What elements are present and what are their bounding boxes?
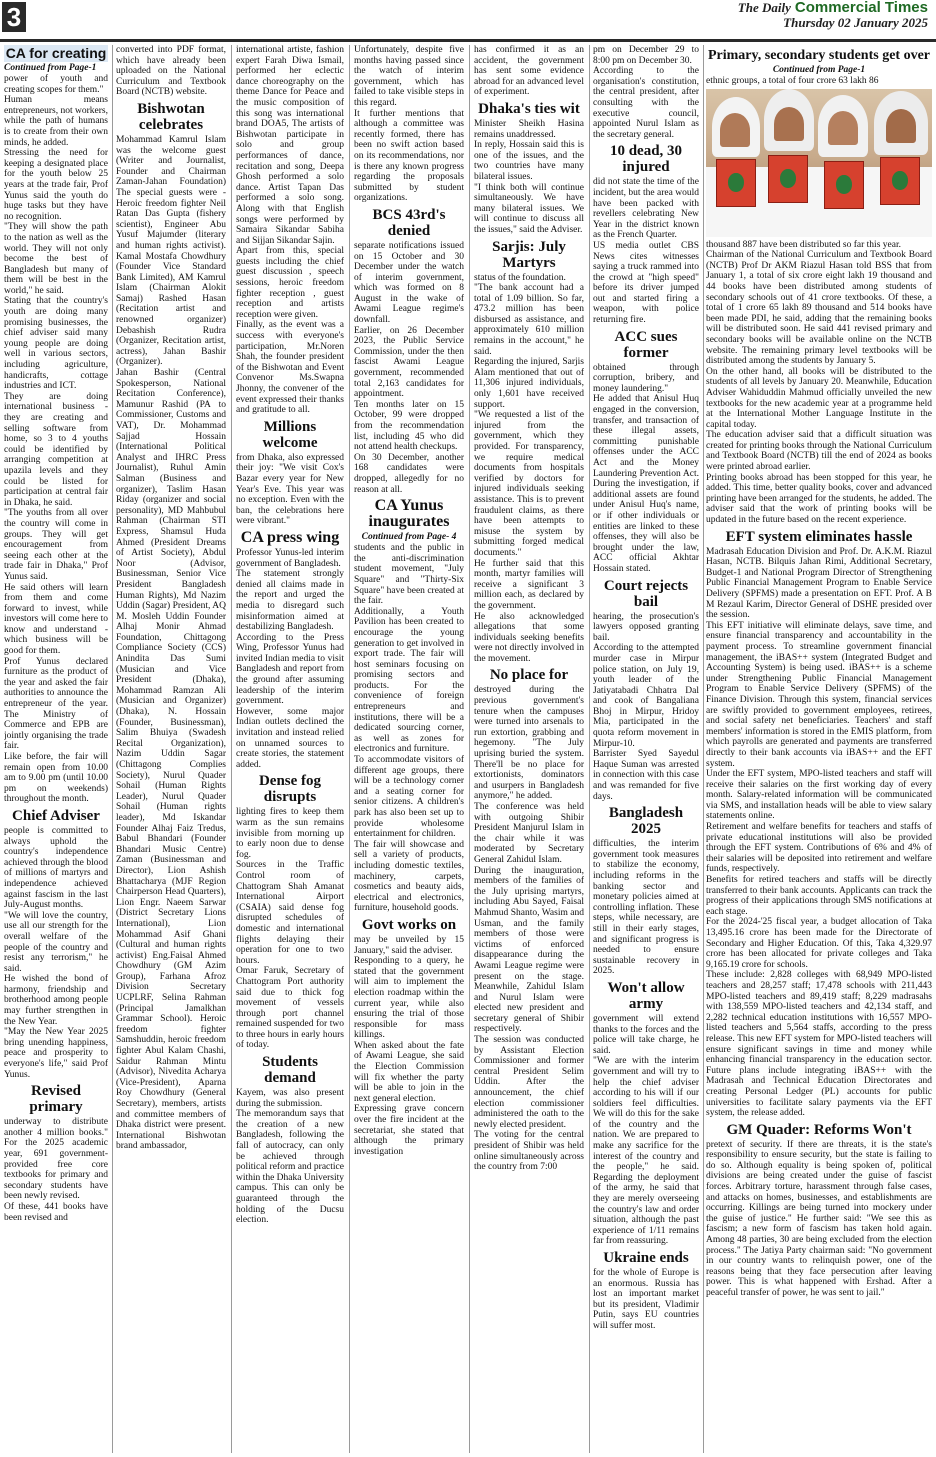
body-paragraph: The education adviser said that a difficult situation was created for printing books through the National Curriculum and Textbook Board (NCTB) till the end of 2024 as books were printed abroad earlier. <box>706 430 932 473</box>
headline-gm-quader: GM Quader: Reforms Won't <box>726 1121 912 1138</box>
body-paragraph: It further mentions that although a committee was recently formed, there has been no swift action based on its recommendations, nor is there any known progress regarding the proposals submitted by student organizations. <box>354 108 464 204</box>
body-paragraph: Printing books abroad has been stopped for this year, he added. This time, better quality books, cover and advanced printing have been arranged for the students, he added. The adviser said that the work of printing books will be updated in the future based on the recent experience. <box>706 472 932 526</box>
paper-prefix: The Daily <box>737 0 791 15</box>
body-paragraph: Stating that the country's youth are doing many promising businesses, the chief adviser said many young people are doing well in various sectors, including agriculture, handicrafts, cottage industries and ICT. <box>4 296 108 392</box>
column-divider <box>703 45 704 1453</box>
column-4 <box>354 45 464 1453</box>
paper-name: Commercial Times <box>794 0 928 16</box>
body-paragraph: "May the New Year 2025 bring unending happiness, peace and prosperity to everyone's life," said Prof Yunus. <box>4 1027 108 1080</box>
body-paragraph: Regarding the injured, Sarjis Alam mentioned that out of 11,306 injured individuals, only 1,601 have received support. <box>474 357 584 410</box>
headline-students-demand: Students demand <box>262 1054 318 1087</box>
body-paragraph: He further said that this month, martyr families will receive a significant 3 million each, as declared by the government. <box>474 558 584 611</box>
headline-dense-fog: Dense fog disrupts <box>258 773 322 806</box>
body-paragraph: Responding to a query, he stated that the government will aim to implement the election roadmap within the current year, while also ensuring the trial of those responsible for mass killings. <box>354 956 464 1041</box>
body-paragraph: On 30 December, another 168 candidates were dropped, allegedly for no reason at all. <box>354 452 464 495</box>
textbook <box>824 161 864 209</box>
student-face <box>886 109 916 143</box>
body-paragraph: The conference was held with outgoing Shibir President Manjurul Islam in the chair while it was moderated by Secretary General Zahidul Islam. <box>474 802 584 865</box>
headline-ca-yunus-inaugurates: CA Yunus inaugurates <box>368 497 450 531</box>
body-paragraph: status of the foundation. <box>474 272 566 283</box>
textbook <box>716 159 756 207</box>
body-paragraph: from Dhaka, also expressed their joy: "We visit Cox's Bazar every year for New Year's Eve. This year was no exception. Even with the ban, the celebrations here were vibrant." <box>236 452 344 527</box>
headline-wont-allow-army: Won't allow army <box>607 979 685 1012</box>
body-paragraph: Professor Yunus-led interim government of Bangladesh. <box>236 547 344 569</box>
body-paragraph: Of these, 441 books have been revised and <box>4 1201 108 1223</box>
masthead-rule <box>0 39 936 42</box>
page-number: 3 <box>2 2 26 32</box>
student-face <box>774 107 804 141</box>
body-paragraph: for the whole of Europe is an enormous. Russia has lost an important market but its president, Vladimir Putin, says EU countries will suffer most. <box>593 1268 699 1331</box>
body-paragraph: Kayem, was also present during the submission. <box>236 1088 344 1109</box>
body-paragraph: pm on December 29 to 8:00 pm on December 30. <box>593 45 699 66</box>
body-paragraph: When asked about the fate of Awami League, she said the Election Commission will fix whether the party will be able to join in the next general election. <box>354 1040 464 1104</box>
body-paragraph: According to the organisation's constitution, the central president, after consulting with the executive council, appointed Nurul Islam as the secretary general. <box>593 66 699 140</box>
body-paragraph: converted into PDF format, which have already been uploaded on the National Curriculum and Textbook Board (NCTB) website. <box>116 45 226 98</box>
textbook <box>880 157 920 205</box>
headline-bangladesh-2025: Bangladesh 2025 <box>608 805 684 838</box>
body-paragraph: The voting for the central president of Shibir was held online simultaneously across the country from 7:00 <box>474 1130 584 1173</box>
body-paragraph: ethnic groups, a total of four crore 63 lakh 86 <box>706 76 879 86</box>
body-paragraph: "We are with the interim government and will try to help the chief adviser according to his will if our soldiers feel difficulties. We will do this for the sake of the country and the nation. We are prepared to make any sacrifice for the interest of the country and the people," he said. Regarding the deployment of the army, he said that they are merely overseeing the country's law and order situation, although the past experience of 1/11 remains far from reassuring. <box>593 1056 699 1247</box>
masthead <box>0 0 936 40</box>
body-paragraph: Jahan Bashir (Central Spokesperson, National Recitation Conference), Mamunur Rashid (PA to Commissioner, Customs and VAT), Dr. Mohammad Sajjad Hossain (International Political Analyst and IHRC Press Journalist), Ruhul Amin Salman (Business and organizer), Taslim Hasan Riday (organizer and social personality), MD Mahbubul Rahman (Chairman STI Express, Shamsul Huda Ahmed (President Dreams of Artist Society), Abdul Noor (Advisor, Businessman, Senior Vice President Bangladesh Human Rights), Md Nazim Uddin (Sagar) President, AQ M. Mosleh Uddin Founder Alhaj Monir Ahmad Foundation, Chittagong Compliance Society (CCS) Anindita Das Sumi (Musician and Vice President (Dhaka), Mohammad Ramzan Ali (Musician and Organizer) (Dhaka), N. Hossain (Founder, Businessman), Salim Bhuiya (Swadesh Recital Organization), Nazim Uddin Sagar (Chittagong Complies Society), Nurul Quader Sohail (Human Rights Leader), Nurul Quader Sohail (Human rights leader), Md Iskandar Founder Alhaj Faiz Tredus, Babul Bhandari (Founder Bhandari Music Centre) Zaman (Businessman and Director), Lion Ashish Bhattacharya (MJF Region Chairperson Head Quarters), Lion Engr. Naeem Sarwar (District Secretary Lions International), Lion Mohammad Asif Ghani (Cultural and human rights activist) Eng.Faisal Ahmed Chowdhury (GM Azim Group), Farhana Afroz Division Secretary UCPLRF, Selina Rahman (Principal Jamalkhan Grammar School). Heroic freedom fighter Samshuddin, heroic freedom fighter Abul Kalam Chashi, Saidur Rahman Mintu (Advisor), Nivedita Acharya (Vice-President), Aparna Roy Chowdhury (General Secretary), members, artists and committee members of Dhaka district were present. International Bishwotan brand ambassador, <box>116 368 226 1152</box>
body-paragraph: Chairman of the National Curriculum and Textbook Board (NCTB) Prof Dr AKM Riazul Hasan told BSS that from January 1, a total of six crore eight lakh 19 thousand and 44 books have been distributed among students of secondary schools out of 41 crore textbooks. Of these, a total of 1 crore 65 lakh 89 thousand and 514 books have been made PDI, he said, adding that the remaining books will be distributed soon. He said 441 revised primary and secondary books will be available online on the NCTB website. The remaining primary level textbooks will be distributed among the students by January 5. <box>706 250 932 367</box>
body-paragraph: He also acknowledged allegations that some individuals seeking benefits were not directly involved in the movement. <box>474 611 584 664</box>
headline-primary-secondary: Primary, secondary students get over <box>707 48 931 63</box>
body-paragraph: separate notifications issued on 15 October and 30 December under the watch of interim government, which was formed on 8 August in the wake of Awami League regime's downfall. <box>354 240 464 326</box>
headline-eft-system: EFT system eliminates hassle <box>725 528 913 545</box>
body-paragraph: He said others will learn from them and come forward to invest, while investors will come here to know and understand - which business will be good for them. <box>4 582 108 657</box>
body-paragraph: people is committed to always uphold the country's independence achieved through the blood of millions of martyrs and independence achieved against fascism in the last July-August months. <box>4 825 108 911</box>
column-divider <box>469 45 470 1453</box>
body-paragraph: The statement strongly denied all claims made in the report and urged the media to disregard such misinformation aimed at destabilizing Bangladesh. <box>236 569 344 633</box>
headline-revised-primary: Revised primary <box>29 1083 83 1116</box>
body-paragraph: has confirmed it as an accident, the government has sent some evidence abroad for an advanced level of experiment. <box>474 45 584 98</box>
headline-dhaka-ties: Dhaka's ties wit <box>478 100 580 117</box>
body-paragraph: US media outlet CBS News cites witnesses saying a truck rammed into the crowd at "high speed" before its driver jumped out and started firing a weapon, with police returning fire. <box>593 240 699 326</box>
body-paragraph: They are doing international business - they are creating and selling software from home, so 3 to 4 youths could be identified by arranging competition at upazila levels and they could be listed for participation at central fair in Dhaka, he said. <box>4 391 108 508</box>
headline-bcs-43rd: BCS 43rd's denied <box>372 206 446 239</box>
headline-10-dead: 10 dead, 30 injured <box>609 143 683 176</box>
body-paragraph: In reply, Hossain said this is one of the issues, and the two countries have many bilateral issues. <box>474 140 584 182</box>
body-paragraph: power of youth and creating scopes for them." <box>4 74 108 95</box>
body-paragraph: During the inauguration, members of the families of the July uprising martyrs, including Abu Sayed, Faisal Mahmud Shanto, Wasim and Usman, and the family members of those were victims of enforced disappearance during the Awami League regime were present on the stage. Meanwhile, Zahidul Islam and Nurul Islam were elected new president and secretary general of Shibir respectively. <box>474 865 584 1035</box>
column-6 <box>593 45 699 1453</box>
body-paragraph: underway to distribute another 4 million books." For the 2025 academic year, 691 government-provided free core textbooks for primary and secondary students have been newly revised. <box>4 1117 108 1202</box>
body-paragraph: Minister Sheikh Hasina remains unaddressed. <box>474 118 584 140</box>
body-paragraph: The fair will showcase and sell a variety of products, including domestic textiles, machinery, carpets, cosmetics and beauty aids, electrical and electronics, furniture, household goods. <box>354 839 464 914</box>
textbook <box>768 155 808 203</box>
body-paragraph: "We will love the country, use all our strength for the overall welfare of the people of the country and resist any terrorism," he said. <box>4 910 108 974</box>
body-paragraph: However, some major Indian outlets declined the invitation and instead relied on unnamed sources to create stories, the statement added. <box>236 706 344 770</box>
headline-bishwotan: Bishwotan celebrates <box>137 100 205 133</box>
body-paragraph: thousand 887 have been distributed so far this year. <box>706 239 901 250</box>
body-paragraph: "The youths from all over the country will come in groups. They will get encouragement from seeing each other at the trade fair in Dhaka," Prof Yunus said. <box>4 508 108 582</box>
body-paragraph: Like before, the fair will remain open from 10.00 am to 9.00 pm (until 10.00 pm on weekends) throughout the month. <box>4 752 108 805</box>
headline-ukraine-ends: Ukraine ends <box>603 1250 689 1266</box>
body-paragraph: Human means entrepreneurs, not workers, while the path of humans is to create from their own minds, he added. <box>4 95 108 148</box>
student-face <box>828 111 858 145</box>
body-paragraph: This EFT initiative will eliminate delays, save time, and ensure financial transparency and accountability in the payment process. To streamline government financial management, the iBAS++ system (Integrated Budget and Accounting System) is being used. iBAS++ is a scheme under Strengthening Public Financial Management Program to Enable Service Delivery (SPFMS) of the Finance Division. Through this system, financial services are swiftly provided to government employees, retirees, and social safety net beneficiaries. Teachers' and staff members' information is stored in the EMIS platform, from which payrolls are generated and payments are transferred directly to their bank accounts via iBAS++ and the EFT system. <box>706 620 932 769</box>
body-paragraph: These include: 2,828 colleges with 68,949 MPO-listed teachers and 28,257 staff; 17,478 schools with 211,443 MPO-listed teachers and 89,419 staff; 8,229 madrasahs with 138,559 MPO-listed teachers and 42,134 staff, and 2,282 technical education institutions with 16,557 MPO-listed teachers and 5,564 staffs, according to the press release. This new EFT system for MPO-listed teachers will ensure significant savings in time and money while enhancing financial transparency in the education sector. Future plans include integrating iBAS++ with the Madrasah and Technical Education Directorates and creating Personal Ledger (PL) accounts for public universities to facilitate salary payments via the EFT system, the release added. <box>706 970 932 1119</box>
column-2 <box>116 45 226 1453</box>
continued-label: Continued from Page-1 <box>772 65 866 75</box>
body-paragraph: To accommodate visitors of different age groups, there will be a technology corner and a seating corner for senior citizens. A children's park has also been set up to provide wholesome entertainment for children. <box>354 755 464 840</box>
headline-millions-welcome: Millions welcome <box>262 418 318 451</box>
issue-date: Thursday 02 January 2025 <box>783 15 928 30</box>
body-paragraph: Retirement and welfare benefits for teachers and staffs of private educational institutions will also be provided through the EFT system. Contributions of 6% and 4% of their salaries will be deposited into retirement and welfare funds, respectively. <box>706 822 932 875</box>
column-divider <box>112 45 113 1453</box>
column-1 <box>4 45 108 1453</box>
body-paragraph: The session was conducted by Assistant Election Commissioner and former central President Selim Uddin. After the announcement, the chief election commissioner administered the oath to the newly elected president. <box>474 1035 584 1130</box>
body-paragraph: The memorandum says that the creation of a new Bangladesh, following the fall of autocracy, can only be achieved through political reform and practice within the Dhaka University campus. This can only be guaranteed through the holding of the Ducsu election. <box>236 1109 344 1226</box>
body-paragraph: Apart from this, special guests including the chief guest discussion , speech sessions, heroic freedom fighter reception , guest reception and artists reception were given. <box>236 246 344 320</box>
headline-chief-adviser: Chief Adviser <box>12 807 100 824</box>
body-paragraph: Earlier, on 26 December 2023, the Public Service Commission, under the then fascist Awami League government, recommended total 2,163 candidates for appointment. <box>354 325 464 400</box>
body-paragraph: international artiste, fashion expert Farah Diwa Ismail, performed her eclectic dance choreography on the theme Dance for Peace and the music composition of this song was international brand DOA5, The artists of Bishwotan participate in solo and group performances of dance, recitation and song, Deepa Ghosh performed a solo dance. Artist Tapan Das performed a solo song. Along with that English songs were performed by Samaira Sikandar Sabiha and Sijjan Sikandar Sajin. <box>236 45 344 246</box>
continued-label: Continued from Page- 4 <box>361 532 457 543</box>
body-paragraph: Expressing grave concern over the fire incident at the secretariat, she stated that although the primary investigation <box>354 1104 464 1157</box>
body-paragraph: Benefits for retired teachers and staffs will be directly transferred to their bank accounts. Applicants can track the progress of their applications through SMS notifications at each stage. <box>706 875 932 917</box>
body-paragraph: Stressing the need for keeping a designated place for the youth below 25 years at the trade fair, Prof Yunus said the youth do huge tasks but they have no recognition. <box>4 148 108 222</box>
body-paragraph: students and the public in the anti-discrimination student movement, "July Square" and "Thirty-Six Square" have been created at the fair. <box>354 543 464 607</box>
body-paragraph: lighting fires to keep them warm as the sun remains invisible from morning up to early noon due to dense fog. <box>236 807 344 860</box>
body-paragraph: For the 2024-'25 fiscal year, a budget allocation of Taka 13,495.16 crore has been made for the Directorate of Secondary and Higher Education. Of this, Taka 4,329.97 crore has been allocated for private colleges and Taka 9,165.19 crore for schools. <box>706 917 932 970</box>
body-paragraph: According to the Press Wing, Professor Yunus had invited Indian media to visit Bangladesh and report from the ground after assuming leadership of the interim government. <box>236 632 344 707</box>
column-divider <box>231 45 232 1453</box>
body-paragraph: destroyed during the previous government's tenure when the campuses were turned into arsenals to run extortion, grabbing and hegemony. "The July uprising buried the system. There'll be no place for extortionists, dominators and usurpers in Bangladesh anymore," he added. <box>474 685 584 802</box>
body-paragraph: On the other hand, all books will be distributed to the students of all levels by January 20. Meanwhile, Education Adviser Wahiduddin Mahmud officially unveiled the new textbooks for the new academic year at a programme held at the International Mother Language Institute in the capital today. <box>706 366 932 430</box>
body-paragraph: According to the attempted murder case in Mirpur police station, on July 19, youth leader of the Jatiyatabadi Chhatra Dal and cook of Bangaliana Bhoj in Mirpur, Hridoy Mia, participated in the quota reform movement in Mirpur-10. <box>593 643 699 749</box>
body-paragraph: Prof Yunus declared furniture as the product of the year and asked the fair authorities to announce the entrepreneur of the year. The Ministry of Commerce and EPB are jointly organising the trade fair. <box>4 656 108 752</box>
headline-sarjis-july-martyrs: Sarjis: July Martyrs <box>492 238 566 271</box>
headline-no-place-for: No place for <box>489 667 569 684</box>
body-paragraph: Mohammad Kamrul Islam was the welcome guest (Writer and Journalist, Founder and Chairman Zaman-Jahan Foundation) The special guests were - Heroic freedom fighter Neil Ratan Das Gupta (fishery scientist), Engineer Abu Yusuf Majumder (literary and human rights activist). Kamal Mostafa Chowdhury (Founder Vice Standard Bank Limited), AM Kamrul Islam (Chairman Alokit Samaj) Rashed Hasan (Recitation artist and renowned organizer) Debashish Rudra (Organizer, Recitation artist, actress), Jahan Bashir (Organizer). <box>116 134 226 368</box>
body-paragraph: pretext of security. If there are threats, it is the state's responsibility to ensure security, but the state is failing to do so. Although equality is being spoken of, political divisions are being created under the guise of fascist forces. Arbitrary torture, harassment through false cases, and attacks on homes, businesses, and establishments are occurring. Killings are being turned into mockery under the guise of justice." He further said: "We see this as fascism; a new form of fascism has taken hold again. Among 48 parties, 30 are being excluded from the election process." The Jatiya Party chairman said: "No government in our country wants to relinquish power, one of the reasons being that they face persecution after leaving power. This is what happened with Ershad. After a peaceful transfer of power, he was sent to jail." <box>706 1139 932 1298</box>
body-paragraph: Omar Faruk, Secretary of Chattogram Port authority said due to thick fog movement of vessels through port channel remained suspended for two to three hours in early hours of today. <box>236 966 344 1051</box>
headline-acc-sues: ACC sues former <box>614 328 678 361</box>
column-7 <box>706 45 932 1453</box>
column-3 <box>236 45 344 1453</box>
body-paragraph: "I think both will continue simultaneously. We have many bilateral issues. We will continue to discuss all the issues," said the Adviser. <box>474 182 584 235</box>
body-paragraph: "The bank account had a total of 1.09 billion. So far, 473.2 million has been disbursed as assistance, and approximately 610 million remains in the account," he said. <box>474 283 584 357</box>
body-paragraph: Ten months later on 15 October, 99 were dropped from the recommendation list, including 45 who did not attend health checkups. <box>354 399 464 453</box>
body-paragraph: may be unveiled by 15 January," said the adviser. <box>354 934 464 956</box>
body-paragraph: difficulties, the interim government took measures to stabilize the economy, including reforms in the banking sector and monetary policies aimed at controlling inflation. These steps, while necessary, are still in their early stages, and significant progress is needed to ensure sustainable recovery in 2025. <box>593 839 699 977</box>
body-paragraph: government will extend thanks to the forces and the police will take charge, he said. <box>593 1013 699 1056</box>
student-face <box>720 113 750 147</box>
body-paragraph: He added that Anisul Huq engaged in the conversion, transfer, and transaction of these illegal assets, committing punishable offenses under the ACC Act and the Money Laundering Prevention Act. During the investigation, if additional assets are found under Anisul Huq's name, or if other individuals or entities are linked to these offenses, they will also be brought under the law, ACC official Akhtar Hossain stated. <box>593 394 699 574</box>
body-paragraph: "We requested a list of the injured from the government, which they provided. For transparency, we require medical documents from hospitals verified by doctors for injured individuals seeking assistance. This is to prevent fraudulent claims, as there have been attempts to misuse the system by submitting forged medical documents." <box>474 410 584 558</box>
body-paragraph: hearing, the prosecution's lawyers opposed granting bail. <box>593 611 699 643</box>
body-paragraph: obtained through corruption, bribery, and money laundering." <box>593 362 699 394</box>
headline-govt-works-on: Govt works on <box>361 916 457 933</box>
paper-brand <box>738 0 928 30</box>
body-paragraph: Madrasah Education Division and Prof. Dr. A.K.M. Riazul Hasan, NCTB. Bilquis Jahan Rimi, Additional Secretary, Budget-1 and National Program Director of Strengthening Public Financial Management Program to Enable Service Delivery (SPFMS) made a presentation on EFT. Prof. A B M Rezaul Karim, Director General of DSHE presided over the session. <box>706 546 932 621</box>
body-paragraph: Under the EFT system, MPO-listed teachers and staff will receive their salaries on the first working day of every month. Salary-related information will be communicated via SMS, and installation heads will be able to view salary statements online. <box>706 769 932 822</box>
body-paragraph: Unfortunately, despite five months having passed since the watch of interim government, which has failed to take visible steps in this regard. <box>354 45 464 108</box>
continued-label: Continued from Page-1 <box>4 63 97 73</box>
body-paragraph: "They will show the path to the nation as well as the world. They will not only become the best of Bangladesh but many of them will be best in the world," he said. <box>4 222 108 296</box>
body-paragraph: He wished the bond of harmony, friendship and brotherhood among people may further strengthen in the New Year. <box>4 974 108 1027</box>
column-divider <box>349 45 350 1453</box>
column-divider <box>589 45 590 1453</box>
headline-ca-creating: CA for creating <box>5 45 107 61</box>
students-with-textbooks-photo <box>706 89 932 237</box>
headline-ca-press-wing: CA press wing <box>240 528 340 546</box>
body-paragraph: did not state the time of the incident, but the area would have been packed with revellers celebrating New Year in the district known as the French Quarter. <box>593 177 699 241</box>
body-paragraph: Barrister Syed Sayedul Haque Suman was arrested in connection with this case and was remanded for five days. <box>593 749 699 802</box>
column-5 <box>474 45 584 1453</box>
body-paragraph: Additionally, a Youth Pavilion has been created to encourage the young generation to get involved in export trade. The fair will host seminars focusing on promising sectors and products. For the convenience of foreign entrepreneurs and institutions, there will be a dedicated sourcing corner, as well as zones for electronics and furniture. <box>354 606 464 755</box>
body-paragraph: Sources in the Traffic Control room of Chattogram Shah Amanat International Airport (CSAIA) said dense fog disrupted schedules of domestic and international flights delaying their operation for one to two hours. <box>236 860 344 966</box>
body-paragraph: Finally, as the event was a success with everyone's participation, Mr.Noren Shah, the founder president of the Bishwotan and Event Convenor Ms.Swapna Jhonny, the convener of the event expressed their thanks and gratitude to all. <box>236 320 344 416</box>
headline-court-rejects-bail: Court rejects bail <box>603 577 689 610</box>
